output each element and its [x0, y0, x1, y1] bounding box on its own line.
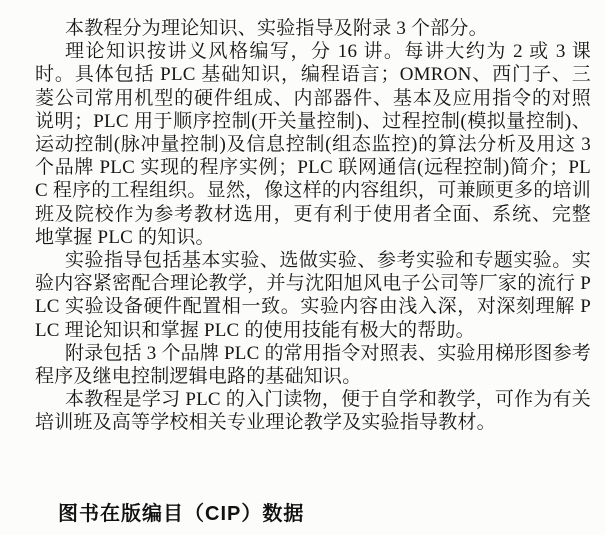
cip-data-heading: 图书在版编目（CIP）数据 [58, 503, 305, 525]
preface-paragraph-3: 实验指导包括基本实验、选做实验、参考实验和专题实验。实验内容紧密配合理论教学，并与沈阳旭风电子公司等厂家的流行 PLC 实验设备硬件配置相一致。实验内容由浅入深，对深刻理解 PLC 理论知识和掌握 PLC 的使用技能有极大的帮助。 [35, 250, 591, 341]
preface-paragraph-2: 理论知识按讲义风格编写，分 16 讲。每讲大约为 2 或 3 课时。具体包括 PLC 基础知识，编程语言；OMRON、西门子、三菱公司常用机型的硬件组成、内部器件、基本及应用指令的对照说明；PLC 用于顺序控制(开关量控制)、过程控制(模拟量控制)、运动控制(脉冲量控制)及信息控制(组态监控)的算法分析及用这 3 个品牌 PLC 实现的程序实例；PLC 联网通信(远程控制)简介；PLC 程序的工程组织。显然，像这样的内容组织，可兼顾更多的培训班及院校作为参考教材选用，更有利于使用者全面、系统、完整地掌握 PLC 的知识。 [35, 41, 591, 248]
preface-paragraph-4: 附录包括 3 个品牌 PLC 的常用指令对照表、实验用梯形图参考程序及继电控制逻辑电路的基础知识。 [35, 342, 591, 388]
preface-paragraph-1: 本教程分为理论知识、实验指导及附录 3 个部分。 [65, 18, 488, 39]
preface-paragraph-5: 本教程是学习 PLC 的入门读物，便于自学和教学，可作为有关培训班及高等学校相关专业理论教学及实验指导教材。 [35, 389, 591, 434]
preface-text-block [35, 17, 591, 435]
